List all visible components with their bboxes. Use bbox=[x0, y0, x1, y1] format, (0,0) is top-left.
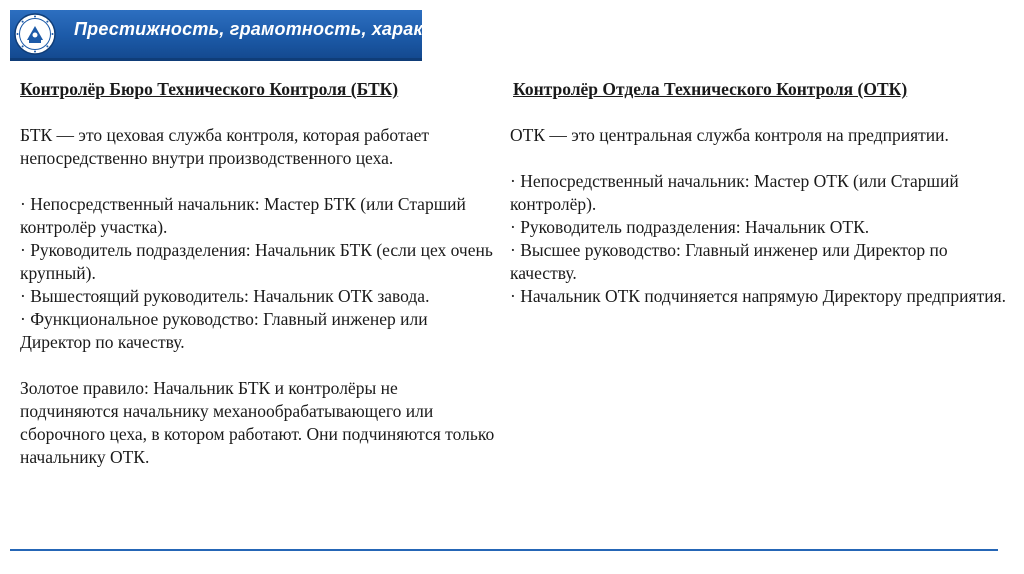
btk-item: · Непосредственный начальник: Мастер БТК (или Старший контролёр участка). bbox=[20, 194, 466, 237]
btk-item: · Вышестоящий руководитель: Начальник ОТК завода. bbox=[20, 286, 430, 306]
otk-intro: ОТК — это центральная служба контроля на предприятии. bbox=[510, 125, 949, 145]
btk-intro: БТК — это цеховая служба контроля, которая работает непосредственно внутри производственного цеха. bbox=[20, 125, 429, 168]
otk-item: · Непосредственный начальник: Мастер ОТК (или Старший контролёр). bbox=[510, 171, 959, 214]
otk-item: · Руководитель подразделения: Начальник ОТК. bbox=[510, 217, 870, 237]
footer-divider bbox=[10, 549, 998, 551]
btk-item: · Руководитель подразделения: Начальник БТК (если цех очень крупный). bbox=[20, 240, 493, 283]
btk-item: · Функциональное руководство: Главный инженер или Директор по качеству. bbox=[20, 309, 428, 352]
otk-heading: Контролёр Отдела Технического Контроля (ОТК) bbox=[513, 79, 908, 99]
btk-column bbox=[20, 78, 495, 469]
btk-golden-rule: Золотое правило: Начальник БТК и контролёры не подчиняются начальнику механообрабатывающего или сборочного цеха, в котором работают. Они подчиняются только начальнику ОТК. bbox=[20, 378, 495, 467]
header-title: Престижность, грамотность, характер bbox=[74, 19, 461, 39]
university-emblem-icon bbox=[13, 12, 57, 56]
otk-item: · Высшее руководство: Главный инженер или Директор по качеству. bbox=[510, 240, 948, 283]
otk-item: · Начальник ОТК подчиняется напрямую Директору предприятия. bbox=[510, 286, 1007, 306]
btk-heading: Контролёр Бюро Технического Контроля (БТК) bbox=[20, 79, 399, 99]
otk-column bbox=[510, 78, 1010, 308]
